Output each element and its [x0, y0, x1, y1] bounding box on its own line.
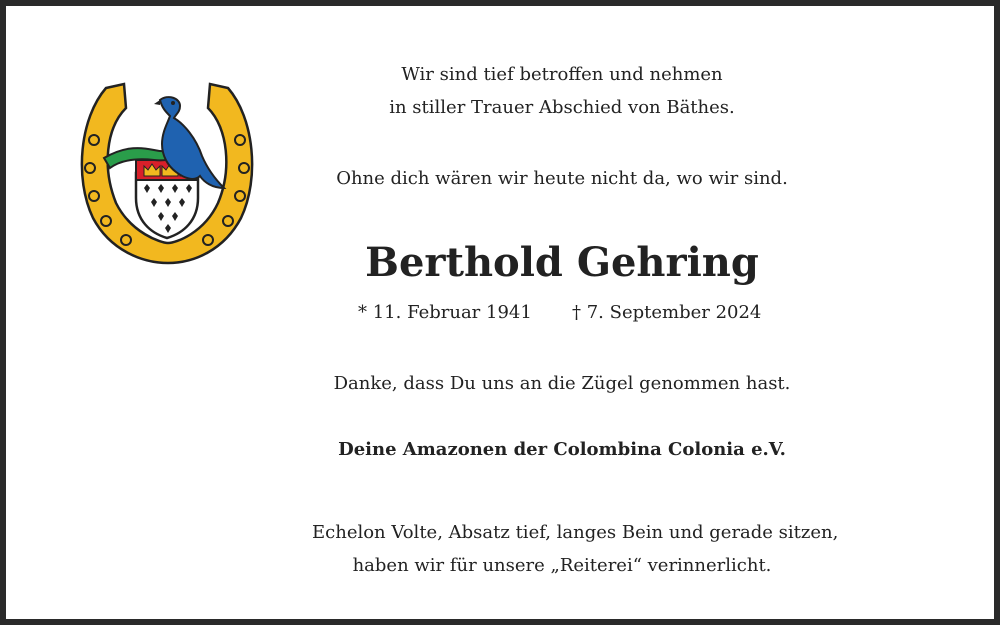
message-block — [312, 372, 839, 592]
thanks-line: Danke, dass Du uns an die Zügel genommen hast. — [333, 373, 791, 394]
intro-line-1: Wir sind tief betroffen und nehmen — [401, 64, 723, 85]
deceased-name: Berthold Gehring — [365, 239, 759, 286]
intro-line-3: Ohne dich wären wir heute nicht da, wo wir sind. — [336, 168, 788, 189]
signature-line: Deine Amazonen der Colombina Colonia e.V. — [338, 439, 786, 460]
intro-line-2: in stiller Trauer Abschied von Bäthes. — [389, 97, 735, 118]
closing-line-1: Echelon Volte, Absatz tief, langes Bein und gerade sitzen, — [312, 522, 839, 543]
birth-date: * 11. Februar 1941 — [358, 302, 532, 323]
horseshoe-dove-crest-icon — [76, 78, 258, 268]
death-date: † 7. September 2024 — [572, 302, 762, 323]
intro-block — [312, 63, 812, 203]
closing-line-2: haben wir für unsere „Reiterei“ verinnerlicht. — [352, 555, 772, 576]
